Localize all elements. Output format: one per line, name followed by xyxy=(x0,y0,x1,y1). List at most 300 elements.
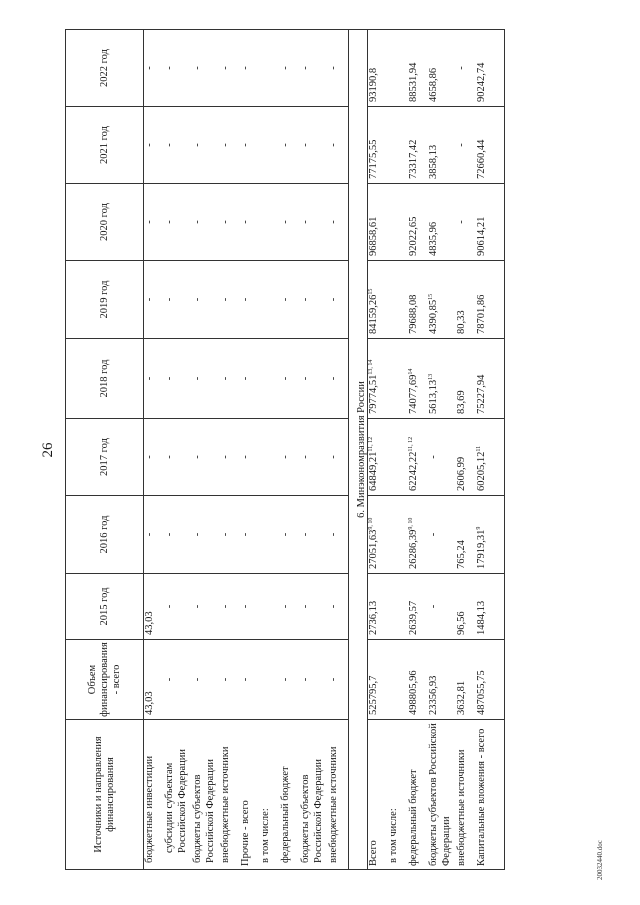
value-cell xyxy=(164,107,192,184)
value-text: - xyxy=(300,220,311,224)
value-cell xyxy=(240,419,260,496)
value-cell xyxy=(192,496,220,574)
table-row xyxy=(408,30,428,870)
value-text: - xyxy=(328,532,339,537)
value-text: - xyxy=(428,455,439,459)
footnote-mark: 15 xyxy=(368,288,374,295)
row-label: бюджеты субъектов Российской Федерации xyxy=(192,720,220,870)
value-cell xyxy=(192,30,220,107)
value-cell xyxy=(300,184,328,261)
value-cell xyxy=(456,184,476,261)
value-cell xyxy=(220,496,240,574)
value-text: 498805,96 xyxy=(408,670,419,715)
value-text: 1484,13 xyxy=(476,600,487,635)
value-cell xyxy=(192,339,220,419)
value-cell xyxy=(144,496,165,574)
value-cell xyxy=(260,30,280,107)
value-text: 62242,22 xyxy=(408,451,419,491)
value-text: - xyxy=(220,677,231,682)
value-text: - xyxy=(164,376,175,381)
value-cell xyxy=(408,574,428,640)
value-cell xyxy=(456,419,476,496)
table-row xyxy=(260,30,280,870)
value-cell xyxy=(144,30,165,107)
value-cell xyxy=(408,339,428,419)
value-cell xyxy=(240,574,260,640)
value-text: 77175,55 xyxy=(368,139,379,179)
row-label: субсидии субъектам Российской Федерации xyxy=(164,720,192,870)
footnote-mark: 11 xyxy=(476,445,482,452)
table-row xyxy=(300,30,328,870)
value-cell xyxy=(300,261,328,339)
value-cell xyxy=(408,30,428,107)
value-text: 64849,21 xyxy=(368,451,379,491)
financing-table-rotated xyxy=(65,30,535,870)
value-text: - xyxy=(144,220,155,224)
value-cell xyxy=(260,261,280,339)
table-row xyxy=(456,30,476,870)
value-text: - xyxy=(300,677,311,682)
value-cell xyxy=(428,107,456,184)
value-text: - xyxy=(328,455,339,459)
value-text: 78701,86 xyxy=(476,294,487,334)
value-cell xyxy=(144,184,165,261)
value-text: - xyxy=(280,455,291,459)
value-text: - xyxy=(164,297,175,302)
header-cell: 2019 год xyxy=(66,261,144,339)
value-text: - xyxy=(144,297,155,302)
value-text: - xyxy=(280,376,291,381)
row-label: Прочие - всего xyxy=(240,720,260,870)
value-cell xyxy=(300,496,328,574)
section-title: 6. Минэкономразвития России xyxy=(349,30,368,870)
value-cell xyxy=(428,261,456,339)
value-cell xyxy=(388,574,408,640)
value-cell xyxy=(280,261,300,339)
value-cell xyxy=(476,107,505,184)
value-cell xyxy=(300,640,328,720)
value-cell xyxy=(388,107,408,184)
row-label: внебюджетные источники xyxy=(220,720,240,870)
value-cell xyxy=(476,184,505,261)
value-cell xyxy=(300,30,328,107)
value-cell xyxy=(328,107,349,184)
value-cell xyxy=(456,107,476,184)
value-text: 4835,96 xyxy=(428,221,439,256)
value-text: - xyxy=(240,220,251,224)
value-cell xyxy=(328,574,349,640)
value-cell xyxy=(428,574,456,640)
value-cell xyxy=(220,184,240,261)
page-number: 26 xyxy=(40,442,56,458)
footnote-mark: 13 xyxy=(428,373,434,380)
footnote-mark: 11, 12 xyxy=(408,436,414,452)
value-cell xyxy=(280,419,300,496)
value-text: 79774,51 xyxy=(368,374,379,414)
value-cell xyxy=(408,640,428,720)
value-text: 43,03 xyxy=(144,691,155,715)
value-text: 2606,99 xyxy=(456,456,467,491)
table-row xyxy=(328,30,349,870)
value-cell xyxy=(192,640,220,720)
value-text: - xyxy=(192,220,203,224)
value-text: 90242,74 xyxy=(476,62,487,102)
value-cell xyxy=(192,107,220,184)
value-cell xyxy=(144,640,165,720)
value-cell xyxy=(260,107,280,184)
value-text: - xyxy=(240,604,251,609)
value-cell xyxy=(220,339,240,419)
value-text: - xyxy=(280,297,291,302)
value-cell xyxy=(368,107,389,184)
value-text: - xyxy=(164,532,175,537)
footnote-mark: 9, 10 xyxy=(408,517,414,530)
value-cell xyxy=(260,419,280,496)
value-cell xyxy=(240,339,260,419)
value-cell xyxy=(220,574,240,640)
value-cell xyxy=(300,574,328,640)
value-cell xyxy=(192,184,220,261)
value-cell xyxy=(328,184,349,261)
value-text: - xyxy=(240,297,251,302)
row-label: бюджетные инвестиции xyxy=(144,720,165,870)
value-cell xyxy=(192,261,220,339)
value-text: - xyxy=(240,455,251,459)
table-row xyxy=(388,30,408,870)
value-text: - xyxy=(240,66,251,70)
table-row xyxy=(368,30,389,870)
value-cell xyxy=(220,261,240,339)
value-text: 43,03 xyxy=(144,611,155,635)
value-cell xyxy=(428,184,456,261)
value-cell xyxy=(388,496,408,574)
financing-table xyxy=(65,29,505,870)
row-label: в том числе: xyxy=(388,720,408,870)
value-text: - xyxy=(280,220,291,224)
value-cell xyxy=(300,107,328,184)
value-text: - xyxy=(144,376,155,381)
value-cell xyxy=(476,339,505,419)
value-text: - xyxy=(164,220,175,224)
value-text: - xyxy=(144,143,155,147)
value-cell xyxy=(280,640,300,720)
table-row xyxy=(476,30,505,870)
value-cell xyxy=(368,419,389,496)
row-label: федеральный бюджет xyxy=(408,720,428,870)
value-text: - xyxy=(144,66,155,70)
header-cell: 2022 год xyxy=(66,30,144,107)
value-cell xyxy=(456,30,476,107)
value-text: - xyxy=(240,376,251,381)
value-text: - xyxy=(300,604,311,609)
value-text: - xyxy=(220,220,231,224)
value-text: 72660,44 xyxy=(476,139,487,179)
value-cell xyxy=(428,30,456,107)
value-text: 4658,86 xyxy=(428,67,439,102)
table-body-top xyxy=(144,30,349,870)
value-cell xyxy=(260,496,280,574)
value-cell xyxy=(408,261,428,339)
value-text: - xyxy=(300,376,311,381)
value-cell xyxy=(408,107,428,184)
value-text: 84159,26 xyxy=(368,294,379,334)
value-text: 765,24 xyxy=(456,540,467,569)
value-cell xyxy=(164,496,192,574)
value-text: - xyxy=(220,376,231,381)
table-body-bottom xyxy=(368,30,505,870)
value-cell xyxy=(144,261,165,339)
section-title-row xyxy=(349,30,368,870)
value-cell xyxy=(428,339,456,419)
value-cell xyxy=(164,419,192,496)
value-cell xyxy=(220,640,240,720)
value-text: - xyxy=(300,143,311,147)
value-cell xyxy=(328,640,349,720)
value-text: 2736,13 xyxy=(368,600,379,635)
value-text: - xyxy=(220,532,231,537)
value-text: - xyxy=(220,604,231,609)
value-text: - xyxy=(192,143,203,147)
value-text: - xyxy=(220,455,231,459)
value-text: - xyxy=(192,604,203,609)
value-cell xyxy=(368,339,389,419)
value-text: - xyxy=(192,376,203,381)
table-section xyxy=(349,30,368,870)
value-cell xyxy=(388,30,408,107)
value-cell xyxy=(164,574,192,640)
value-text: 4390,85 xyxy=(428,299,439,334)
table-header-row xyxy=(66,30,144,870)
value-text: 60205,12 xyxy=(476,451,487,491)
footer-file-code: 20032440.doc xyxy=(596,840,604,880)
value-text: - xyxy=(220,143,231,147)
value-text: 90614,21 xyxy=(476,216,487,256)
value-cell xyxy=(280,496,300,574)
value-text: 73317,42 xyxy=(408,139,419,179)
value-cell xyxy=(240,30,260,107)
value-cell xyxy=(240,107,260,184)
value-cell xyxy=(476,419,505,496)
table-row xyxy=(192,30,220,870)
value-cell xyxy=(300,339,328,419)
value-text: 2639,57 xyxy=(408,600,419,635)
value-cell xyxy=(408,419,428,496)
value-text: - xyxy=(192,455,203,459)
value-text: - xyxy=(280,604,291,609)
header-cell: Объем финансирования - всего xyxy=(66,640,144,720)
value-text: - xyxy=(192,677,203,682)
value-cell xyxy=(388,640,408,720)
value-text: - xyxy=(428,532,439,537)
value-text: 27051,63 xyxy=(368,529,379,569)
value-text: - xyxy=(164,604,175,609)
table-row xyxy=(144,30,165,870)
value-cell xyxy=(456,496,476,574)
value-cell xyxy=(328,496,349,574)
value-text: 3858,13 xyxy=(428,144,439,179)
value-text: - xyxy=(300,297,311,302)
value-cell xyxy=(368,496,389,574)
value-text: 23356,93 xyxy=(428,675,439,715)
value-text: - xyxy=(240,532,251,537)
value-cell xyxy=(408,184,428,261)
value-cell xyxy=(280,184,300,261)
value-cell xyxy=(388,339,408,419)
value-text: - xyxy=(164,677,175,682)
value-cell xyxy=(428,496,456,574)
value-text: - xyxy=(456,143,467,147)
value-cell xyxy=(220,30,240,107)
value-text: - xyxy=(240,143,251,147)
value-cell xyxy=(144,419,165,496)
header-cell: 2020 год xyxy=(66,184,144,261)
footnote-mark: 11, 12 xyxy=(368,436,374,452)
value-text: - xyxy=(456,220,467,224)
value-cell xyxy=(456,640,476,720)
value-cell xyxy=(388,419,408,496)
value-cell xyxy=(280,30,300,107)
value-text: - xyxy=(164,66,175,70)
value-text: 93190,8 xyxy=(368,67,379,102)
value-cell xyxy=(164,30,192,107)
footnote-mark: 15 xyxy=(428,293,434,300)
footnote-mark: 14 xyxy=(408,368,414,375)
header-cell: 2017 год xyxy=(66,419,144,496)
value-cell xyxy=(328,339,349,419)
value-text: 487055,75 xyxy=(476,670,487,715)
value-text: - xyxy=(300,532,311,537)
value-text: - xyxy=(220,297,231,302)
value-cell xyxy=(476,640,505,720)
header-cell: Источники и направления финансирования xyxy=(66,720,144,870)
value-text: 83,69 xyxy=(456,390,467,414)
value-text: - xyxy=(328,297,339,302)
value-cell xyxy=(260,339,280,419)
value-cell xyxy=(164,640,192,720)
value-text: 79688,08 xyxy=(408,294,419,334)
row-label: в том числе: xyxy=(260,720,280,870)
value-text: 75227,94 xyxy=(476,374,487,414)
value-cell xyxy=(260,574,280,640)
value-text: - xyxy=(328,143,339,147)
value-text: - xyxy=(328,677,339,682)
value-text: - xyxy=(192,66,203,70)
value-cell xyxy=(476,496,505,574)
value-cell xyxy=(328,261,349,339)
header-cell: 2021 год xyxy=(66,107,144,184)
value-cell xyxy=(388,184,408,261)
table-row xyxy=(164,30,192,870)
footnote-mark: 9 xyxy=(476,526,482,530)
value-text: - xyxy=(428,604,439,609)
value-text: 26286,39 xyxy=(408,529,419,569)
value-cell xyxy=(368,574,389,640)
header-cell: 2016 год xyxy=(66,496,144,574)
value-cell xyxy=(144,574,165,640)
value-cell xyxy=(164,339,192,419)
value-cell xyxy=(368,261,389,339)
value-text: 96,56 xyxy=(456,611,467,635)
value-text: 92022,65 xyxy=(408,216,419,256)
row-label: бюджеты субъектов Российской Федерации xyxy=(300,720,328,870)
value-cell xyxy=(260,184,280,261)
value-cell xyxy=(408,496,428,574)
value-cell xyxy=(476,261,505,339)
value-cell xyxy=(144,107,165,184)
value-cell xyxy=(240,184,260,261)
table-row xyxy=(428,30,456,870)
value-cell xyxy=(476,30,505,107)
value-text: - xyxy=(240,677,251,682)
value-cell xyxy=(240,640,260,720)
value-text: - xyxy=(220,66,231,70)
value-cell xyxy=(220,107,240,184)
value-cell xyxy=(368,184,389,261)
table-row xyxy=(280,30,300,870)
value-text: 74077,69 xyxy=(408,374,419,414)
value-cell xyxy=(328,30,349,107)
value-cell xyxy=(220,419,240,496)
value-cell xyxy=(280,339,300,419)
footnote-mark: 9, 10 xyxy=(368,517,374,530)
value-cell xyxy=(456,261,476,339)
value-text: - xyxy=(280,143,291,147)
value-text: - xyxy=(456,66,467,70)
value-text: - xyxy=(164,143,175,147)
value-text: - xyxy=(328,220,339,224)
value-cell xyxy=(192,574,220,640)
value-text: - xyxy=(192,532,203,537)
value-cell xyxy=(260,640,280,720)
value-text: - xyxy=(164,455,175,459)
value-cell xyxy=(280,574,300,640)
value-text: - xyxy=(144,455,155,459)
value-cell xyxy=(428,419,456,496)
header-cell: 2018 год xyxy=(66,339,144,419)
value-cell xyxy=(456,339,476,419)
value-cell xyxy=(240,261,260,339)
table-row xyxy=(240,30,260,870)
row-label: Всего xyxy=(368,720,389,870)
value-text: 525795,7 xyxy=(368,675,379,715)
value-cell xyxy=(456,574,476,640)
value-text: - xyxy=(328,66,339,70)
value-text: - xyxy=(280,66,291,70)
value-cell xyxy=(428,640,456,720)
value-text: - xyxy=(328,604,339,609)
value-cell xyxy=(192,419,220,496)
value-cell xyxy=(240,496,260,574)
row-label: внебюджетные источники xyxy=(456,720,476,870)
footnote-mark: 13, 14 xyxy=(368,359,374,375)
value-cell xyxy=(144,339,165,419)
value-cell xyxy=(328,419,349,496)
row-label: федеральный бюджет xyxy=(280,720,300,870)
value-cell xyxy=(164,184,192,261)
value-cell xyxy=(388,261,408,339)
value-text: - xyxy=(300,455,311,459)
header-cell: 2015 год xyxy=(66,574,144,640)
value-text: - xyxy=(280,532,291,537)
row-label: Капитальные вложения - всего xyxy=(476,720,505,870)
value-text: 96858,61 xyxy=(368,216,379,256)
value-cell xyxy=(300,419,328,496)
value-text: - xyxy=(280,677,291,682)
value-text: - xyxy=(328,376,339,381)
table-row xyxy=(220,30,240,870)
value-text: 88531,94 xyxy=(408,62,419,102)
value-cell xyxy=(280,107,300,184)
